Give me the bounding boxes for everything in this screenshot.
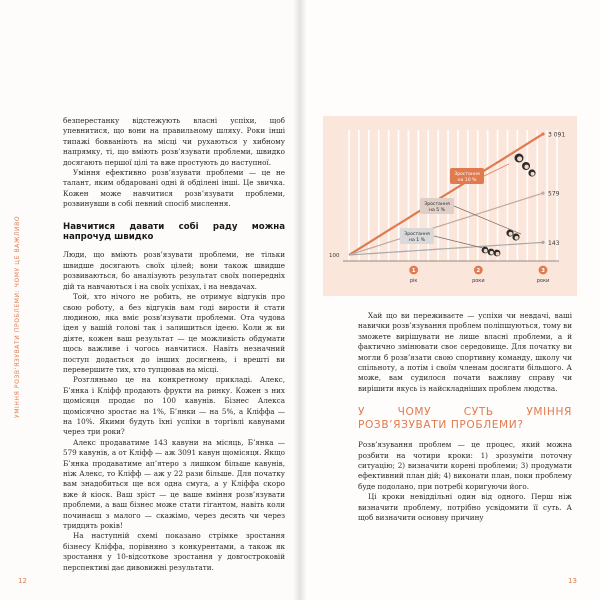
series-end-label: 579 — [548, 190, 560, 198]
person-face-icon — [515, 236, 519, 240]
paragraph: Той, хто нічого не робить, не отримує відгуків про свою роботу, а без відгуків вам годі вирости й стати людиною, яка вміє розв’язувати проблеми. Ота чудова ідея у вашій голові так і залишиться ідеєю. Коли ж ви діяте, кожен ваш результат — це можливість обдумати щось важливе і чогось навчитися. Навіть незначний поступ додається до інших досягнень, і врешті ви перевершите тих, хто тупцював на місці. — [63, 292, 285, 374]
series-endpoint — [541, 241, 544, 244]
series-end-label: 3 091 — [548, 131, 566, 139]
paragraph: Розгляньмо це на конкретному прикладі. Алекс, Б’янка і Кліфф продають фрукти на ринку. Кожен з них щомісяця продає по 100 кавунів. Бізнес Алекса щомісячно зростає на 1%, Б’янки — на 5%, а Кліффа — на 10%. Якими будуть їхні успіхи в торгівлі кавунами через три роки? — [63, 375, 285, 437]
paragraph: Хай що ви переживаєте — успіхи чи невдачі, ваші навички розв’язування проблем поліпшуються, тому ви зможете вирішувати не лише власні проблеми, а й фактично змінювати своє середовище. Для початку ви могли б розв’язати свою спортивну команду, школу чи спільноту, а потім і своїм членам досягати більшого. А може, вам судилося почати важливу справу чи вирішити якусь із найскладніших проблем людства. — [358, 311, 572, 393]
series-endpoint — [541, 132, 544, 135]
section-heading: Навчитися давати собі раду можна напрочуд швидко — [63, 221, 285, 243]
person-face-icon — [517, 156, 522, 161]
page-number-right: 13 — [568, 577, 577, 585]
person-face-icon — [490, 251, 494, 255]
person-face-icon — [484, 249, 488, 253]
y-start-label: 100 — [329, 253, 340, 259]
right-text-column — [358, 311, 572, 524]
paragraph: Ці кроки невіддільні один від одного. Перш ніж визначити проблему, потрібно усвідомити її суть. А щоб визначити основну причину — [358, 492, 572, 523]
series-name-label: на 1 % — [408, 238, 426, 243]
x-tick-unit-label: роки — [536, 278, 550, 284]
paragraph: Уміння ефективно розв’язувати проблеми — це не талант, яким обдаровані одні й обділені інші. Це звичка. Кожен може навчитися розв’язувати проблеми, розвинувши в собі певний спосіб мислення. — [63, 168, 285, 209]
series-end-label: 143 — [548, 239, 560, 247]
x-tick-label: 1 — [411, 268, 416, 274]
person-face-icon — [509, 232, 513, 236]
x-tick-unit-label: рік — [409, 278, 418, 284]
x-tick-unit-label: роки — [472, 278, 485, 284]
x-tick-label: 3 — [541, 268, 545, 274]
paragraph: Алекс продаватиме 143 кавуни на місяць, Б’янка — 579 кавунів, а от Кліфф — аж 3091 кавун щомісяця. Якщо Б’янка продаватиме ап’ятеро з лишком більше кавунів, ніж Алекс, то Кліфф — аж у 22 рази більше. Для початку вам знадобиться ще вся одна смуга, а у Кліффа скоро вже й кіоск. Ваш зріст — це ваше вміння розв’язувати проблеми, а ваш бізнес може стати гігантом, навіть коли починаєш з малого — скажімо, через десять чи через тридцять років! — [63, 437, 285, 531]
series-endpoint — [541, 191, 544, 194]
growth-chart — [323, 116, 577, 296]
book-gutter — [293, 0, 307, 600]
paragraph: Розв’язування проблем — це процес, який можна розбити на чотири кроки: 1) зрозуміти поточну ситуацію; 2) визначити корені проблеми; 3) продумати ефективний план дій; 4) виконати план, поки проблему буде подолано, при потребі коригуючи його. — [358, 440, 572, 491]
series-name-label: Зростання — [454, 172, 480, 177]
series-name-label: Зростання — [424, 202, 450, 207]
paragraph: На наступній схемі показано стрімке зростання бізнесу Кліффа, порівняно з конкурентами, а також як зростання у 10-відсоткове зростання у довгостроковій перспективі дає дивовижні результати. — [63, 531, 285, 572]
series-name-label: на 5 % — [428, 208, 446, 213]
growth-chart-svg — [323, 116, 577, 296]
person-face-icon — [531, 172, 535, 176]
page-number-left: 12 — [18, 577, 27, 585]
series-name-label: Зростання — [404, 232, 430, 237]
section-heading: У ЧОМУ СУТЬ УМІННЯ РОЗВ’ЯЗУВАТИ ПРОБЛЕМИ? — [358, 406, 572, 432]
paragraph: Люди, що вміють розв’язувати проблеми, не тільки швидше досягають своїх цілей; вони також швидше розвиваються, бо аналізують результат своїх попередніх дій та навчаються і на своїх успіхах, і на невдачах. — [63, 250, 285, 291]
x-tick-label: 2 — [476, 268, 481, 274]
person-face-icon — [524, 165, 528, 169]
left-text-column — [63, 116, 285, 573]
running-head: УМІННЯ РОЗВ’ЯЗУВАТИ ПРОБЛЕМИ: ЧОМУ ЦЕ ВАЖЛИВО — [14, 215, 21, 418]
person-face-icon — [496, 252, 500, 256]
paragraph: безперестанку відстежують власні успіхи, щоб упевнитися, що вони на правильному шляху. Роки інші типажі бовваніють на місці чи рухаються у хибному напрямку, ті, що вміють розв’язувати проблеми, швидко досягають першої цілі та вже простують до наступної. — [63, 116, 285, 167]
series-name-label: на 10 % — [457, 178, 477, 183]
